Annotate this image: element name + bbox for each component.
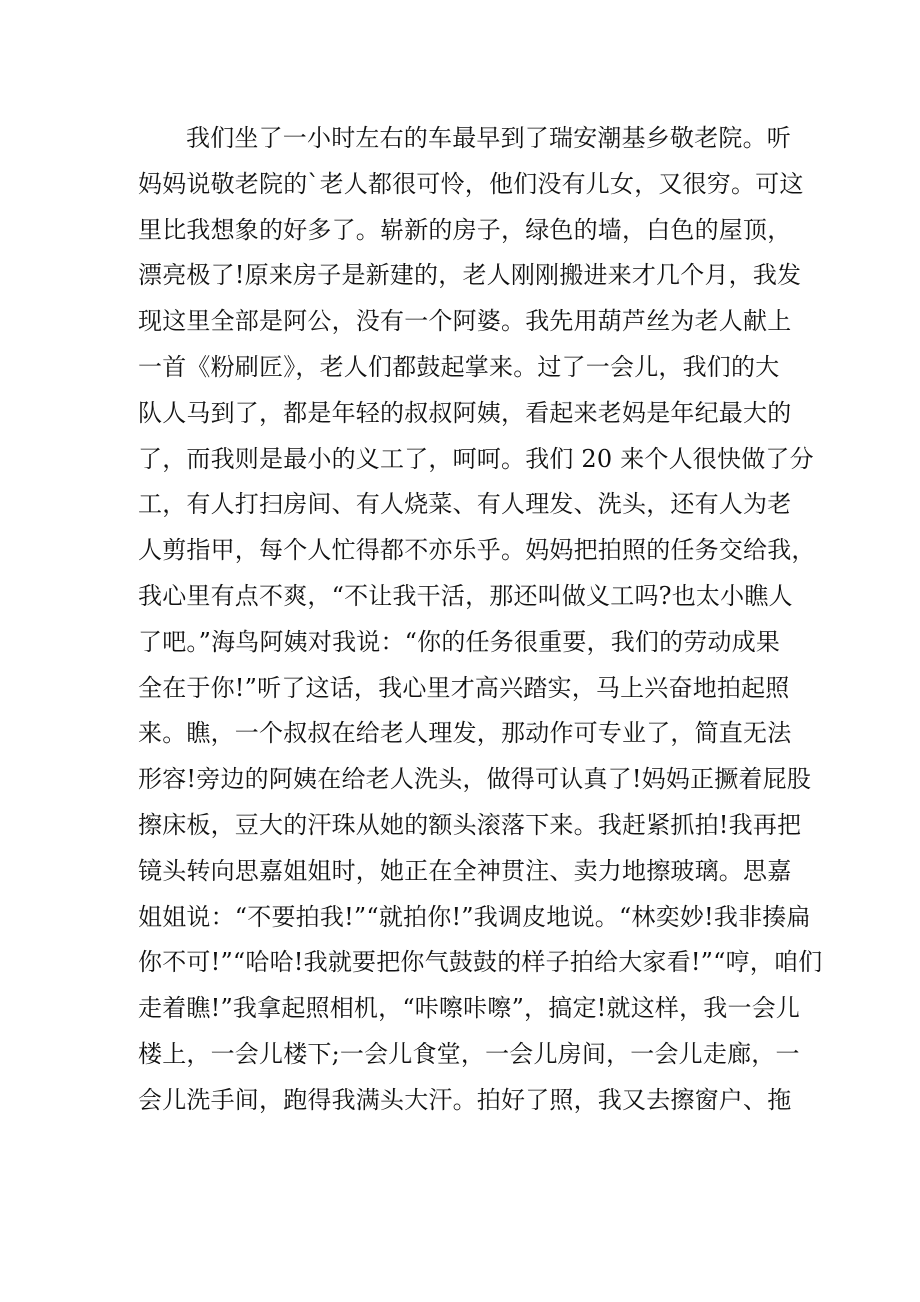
text-line: 漂亮极了!原来房子是新建的，老人刚刚搬进来才几个月，我发 (138, 261, 802, 290)
text-line: 擦床板，豆大的汗珠从她的额头滚落下来。我赶紧抓拍!我再把 (138, 810, 802, 839)
text-line: 我心里有点不爽，“不让我干活，那还叫做义工吗?也太小瞧人 (138, 581, 793, 610)
text-line: 走着瞧!”我拿起照相机，“咔嚓咔嚓”，搞定!就这样，我一会儿 (138, 994, 801, 1023)
text-line: 楼上，一会儿楼下;一会儿食堂，一会儿房间，一会儿走廊，一 (138, 1039, 800, 1068)
text-line: 镜头转向思嘉姐姐时，她正在全神贯注、卖力地擦玻璃。思嘉 (138, 856, 792, 885)
text-line: 现这里全部是阿公，没有一个阿婆。我先用葫芦丝为老人献上 (138, 307, 792, 336)
body-paragraph (138, 116, 823, 1124)
text-line: 了，而我则是最小的义工了，呵呵。我们 20 来个人很快做了分 (138, 444, 814, 473)
text-line: 会儿洗手间，跑得我满头大汗。拍好了照，我又去擦窗户、拖 (138, 1085, 792, 1114)
text-line: 姐姐说：“不要拍我!”“就拍你!”我调皮地说。“林奕妙!我非揍扁 (138, 902, 811, 931)
text-line: 了吧。”海鸟阿姨对我说：“你的任务很重要，我们的劳动成果 (138, 627, 781, 656)
text-line: 全在于你!”听了这话，我心里才高兴踏实，马上兴奋地拍起照 (138, 673, 790, 702)
text-line: 妈妈说敬老院的`老人都很可怜，他们没有儿女，又很穷。可这 (138, 169, 804, 198)
text-line: 里比我想象的好多了。崭新的房子，绿色的墙，白色的屋顶， (138, 215, 792, 244)
text-line: 人剪指甲，每个人忙得都不亦乐乎。妈妈把拍照的任务交给我， (138, 536, 816, 565)
text-line: 一首《粉刷匠》，老人们都鼓起掌来。过了一会儿，我们的大 (138, 352, 780, 381)
text-line: 形容!旁边的阿姨在给老人洗头，做得可认真了!妈妈正撅着屁股 (138, 765, 812, 794)
text-line: 你不可!”“哈哈!我就要把你气鼓鼓的样子拍给大家看!”“哼，咱们 (138, 948, 823, 977)
text-line: 队人马到了，都是年轻的叔叔阿姨，看起来老妈是年纪最大的 (138, 398, 792, 427)
text-line: 来。瞧，一个叔叔在给老人理发，那动作可专业了，简直无法 (138, 719, 792, 748)
text-line: 我们坐了一小时左右的车最早到了瑞安潮基乡敬老院。听 (186, 124, 791, 152)
text-line: 工，有人打扫房间、有人烧菜、有人理发、洗头，还有人为老 (138, 490, 792, 519)
